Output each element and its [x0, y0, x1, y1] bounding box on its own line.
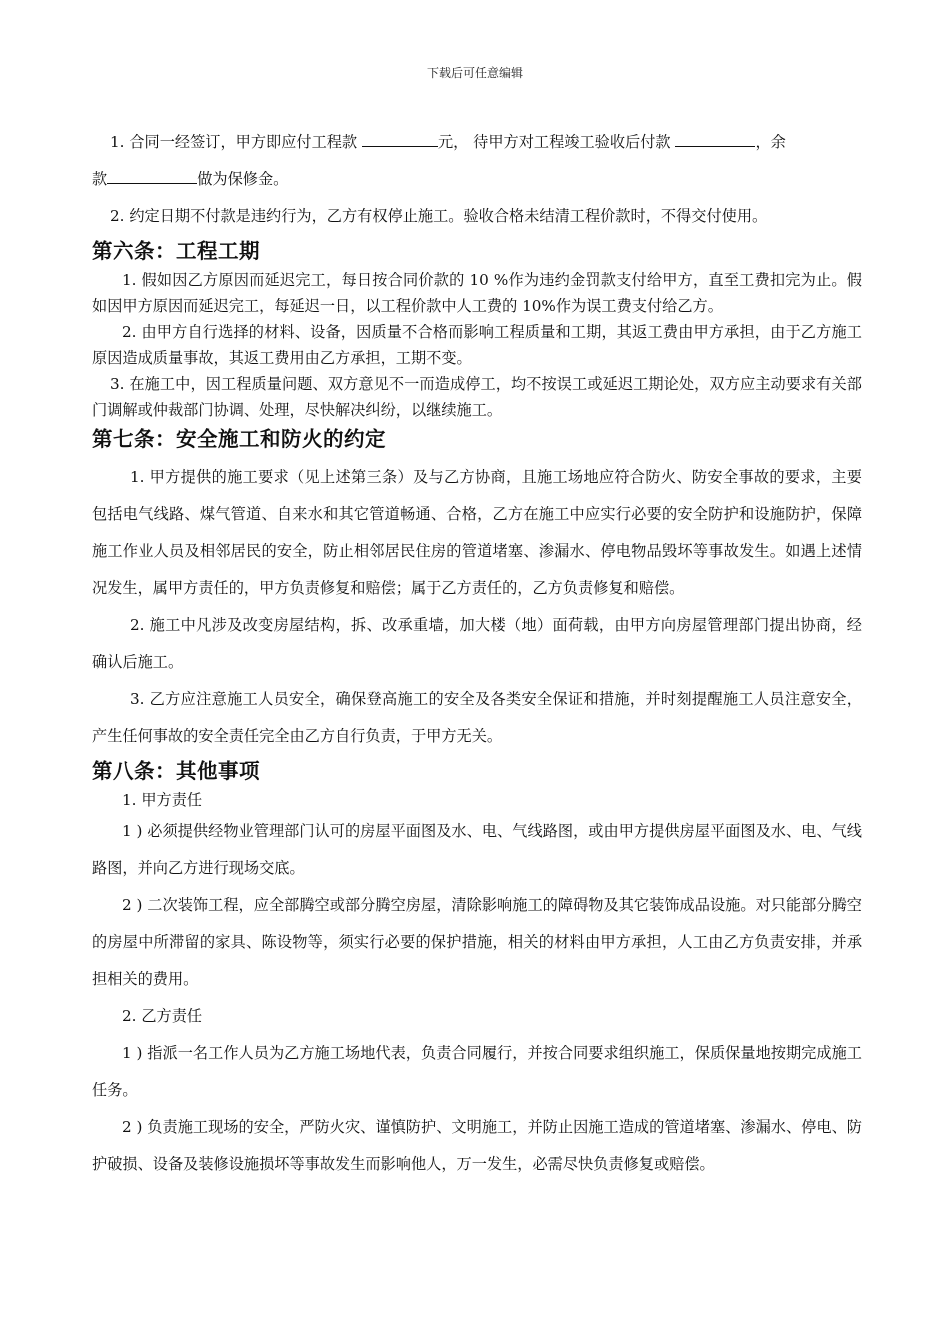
contract-body — [92, 124, 862, 1183]
section-8-item: 1 ) 指派一名工作人员为乙方施工场地代表，负责合同履行，并按合同要求组织施工，保质保量地按期完成施工任务。 — [92, 1044, 862, 1099]
section-8-subheading: 1. 甲方责任 — [122, 791, 203, 809]
section-7-paragraph: 2. 施工中凡涉及改变房屋结构，拆、改承重墙，加大楼（地）面荷载，由甲方向房屋管理部门提出协商，经确认后施工。 — [92, 616, 862, 671]
section-8-subheading: 2. 乙方责任 — [122, 1007, 203, 1025]
payment-item-2: 2. 约定日期不付款是违约行为，乙方有权停止施工。验收合格未结清工程价款时，不得交付使用。 — [110, 207, 768, 225]
section-8-item: 2 ) 负责施工现场的安全，严防火灾、谨慎防护、文明施工，并防止因施工造成的管道堵塞、渗漏水、停电、防护破损、设备及装修设施损坏等事故发生而影响他人，万一发生，必需尽快负责修复或赔偿。 — [92, 1118, 862, 1173]
section-6-paragraph: 2. 由甲方自行选择的材料、设备，因质量不合格而影响工程质量和工期，其返工费由甲方承担，由于乙方施工原因造成质量事故，其返工费用由乙方承担，工期不变。 — [92, 323, 862, 367]
section-8-item: 2 ) 二次装饰工程，应全部腾空或部分腾空房屋，清除影响施工的障碍物及其它装饰成品设施。对只能部分腾空的房屋中所滞留的家具、陈设物等，须实行必要的保护措施，相关的材料由甲方承担，人工由乙方负责安排，并承担相关的费用。 — [92, 896, 862, 988]
amount-blank — [675, 131, 755, 147]
section-6-title: 第六条：工程工期 — [92, 239, 260, 263]
amount-blank — [362, 131, 438, 147]
page-header-note: 下载后可任意编辑 — [426, 66, 523, 80]
section-6-paragraph: 3. 在施工中，因工程质量问题、双方意见不一而造成停工，均不按误工或延迟工期论处，双方应主动要求有关部门调解或仲裁部门协调、处理，尽快解决纠纷，以继续施工。 — [92, 375, 862, 419]
section-8-title: 第八条：其他事项 — [92, 759, 260, 783]
section-7-title: 第七条：安全施工和防火的约定 — [92, 427, 386, 451]
section-7-paragraph: 1. 甲方提供的施工要求（见上述第三条）及与乙方协商，且施工场地应符合防火、防安全事故的要求，主要包括电气线路、煤气管道、自来水和其它管道畅通、合格，乙方在施工中应实行必要的安全防护和设施防护，保障施工作业人员及相邻居民的安全，防止相邻居民住房的管道堵塞、渗漏水、停电物品毁坏等事故发生。如遇上述情况发生，属甲方责任的，甲方负责修复和赔偿；属于乙方责任的，乙方负责修复和赔偿。 — [92, 468, 862, 597]
section-6-paragraph: 1. 假如因乙方原因而延迟完工，每日按合同价款的 10 %作为违约金罚款支付给甲方，直至工费扣完为止。假如因甲方原因而延迟完工，每延迟一日，以工程价款中人工费的 10%作为误工费支付给乙方。 — [92, 271, 862, 315]
section-8-item: 1 ) 必须提供经物业管理部门认可的房屋平面图及水、电、气线路图，或由甲方提供房屋平面图及水、电、气线路图，并向乙方进行现场交底。 — [92, 822, 862, 877]
amount-blank — [107, 168, 197, 184]
payment-item-1: 1. 合同一经签订，甲方即应付工程款 元， 待甲方对工程竣工验收后付款 ，余 款 做为保修金。 — [92, 133, 786, 188]
section-7-paragraph: 3. 乙方应注意施工人员安全，确保登高施工的安全及各类安全保证和措施，并时刻提醒施工人员注意安全，产生任何事故的安全责任完全由乙方自行负责，于甲方无关。 — [92, 690, 862, 745]
